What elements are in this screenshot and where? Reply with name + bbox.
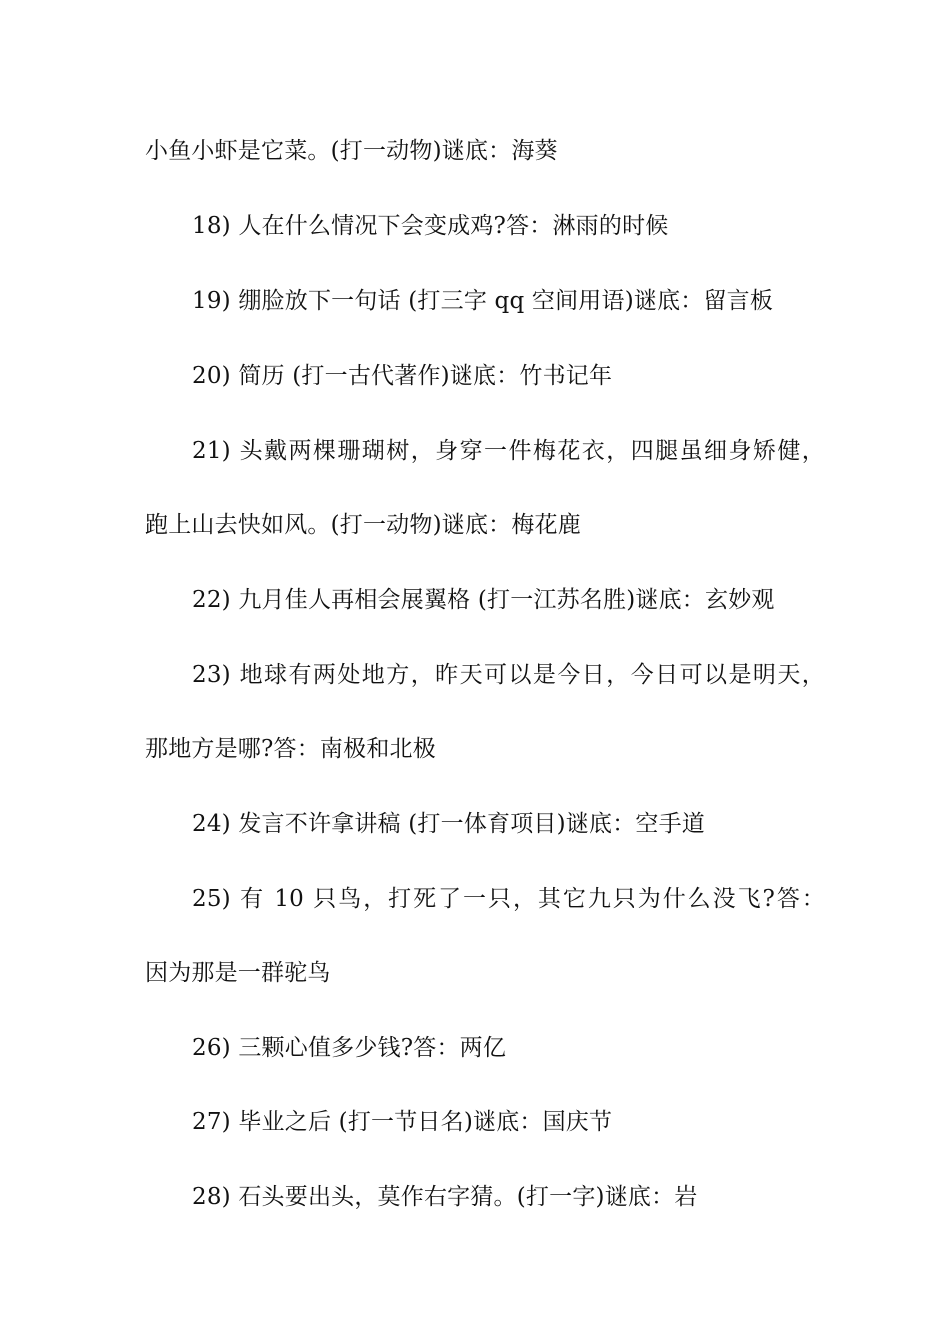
riddle-25-line-2: 因为那是一群驼鸟 (145, 960, 331, 986)
riddle-27: 27) 毕业之后 (打一节日名)谜底：国庆节 (192, 1109, 613, 1135)
riddle-26: 26) 三颗心值多少钱?答：两亿 (192, 1035, 507, 1061)
riddle-23-line-1: 23) 地球有两处地方，昨天可以是今日，今日可以是明天， (192, 662, 825, 688)
riddle-24: 24) 发言不许拿讲稿 (打一体育项目)谜底：空手道 (192, 811, 706, 837)
riddle-19: 19) 绷脸放下一句话 (打三字 qq 空间用语)谜底：留言板 (192, 288, 774, 314)
riddle-28: 28) 石头要出头，莫作右字猜。(打一字)谜底：岩 (192, 1184, 698, 1210)
riddle-18: 18) 人在什么情况下会变成鸡?答：淋雨的时候 (192, 213, 669, 239)
text-line-1: 小鱼小虾是它菜。(打一动物)谜底：海葵 (145, 138, 558, 164)
riddle-21-line-1: 21) 头戴两棵珊瑚树，身穿一件梅花衣，四腿虽细身矫健， (192, 438, 825, 464)
riddle-25-line-1: 25) 有 10 只鸟，打死了一只，其它九只为什么没飞?答： (192, 886, 825, 912)
riddle-21-line-2: 跑上山去快如风。(打一动物)谜底：梅花鹿 (145, 512, 581, 538)
riddle-23-line-2: 那地方是哪?答：南极和北极 (145, 736, 436, 762)
riddle-22: 22) 九月佳人再相会展翼格 (打一江苏名胜)谜底：玄妙观 (192, 587, 775, 613)
riddle-20: 20) 简历 (打一古代著作)谜底：竹书记年 (192, 363, 613, 389)
